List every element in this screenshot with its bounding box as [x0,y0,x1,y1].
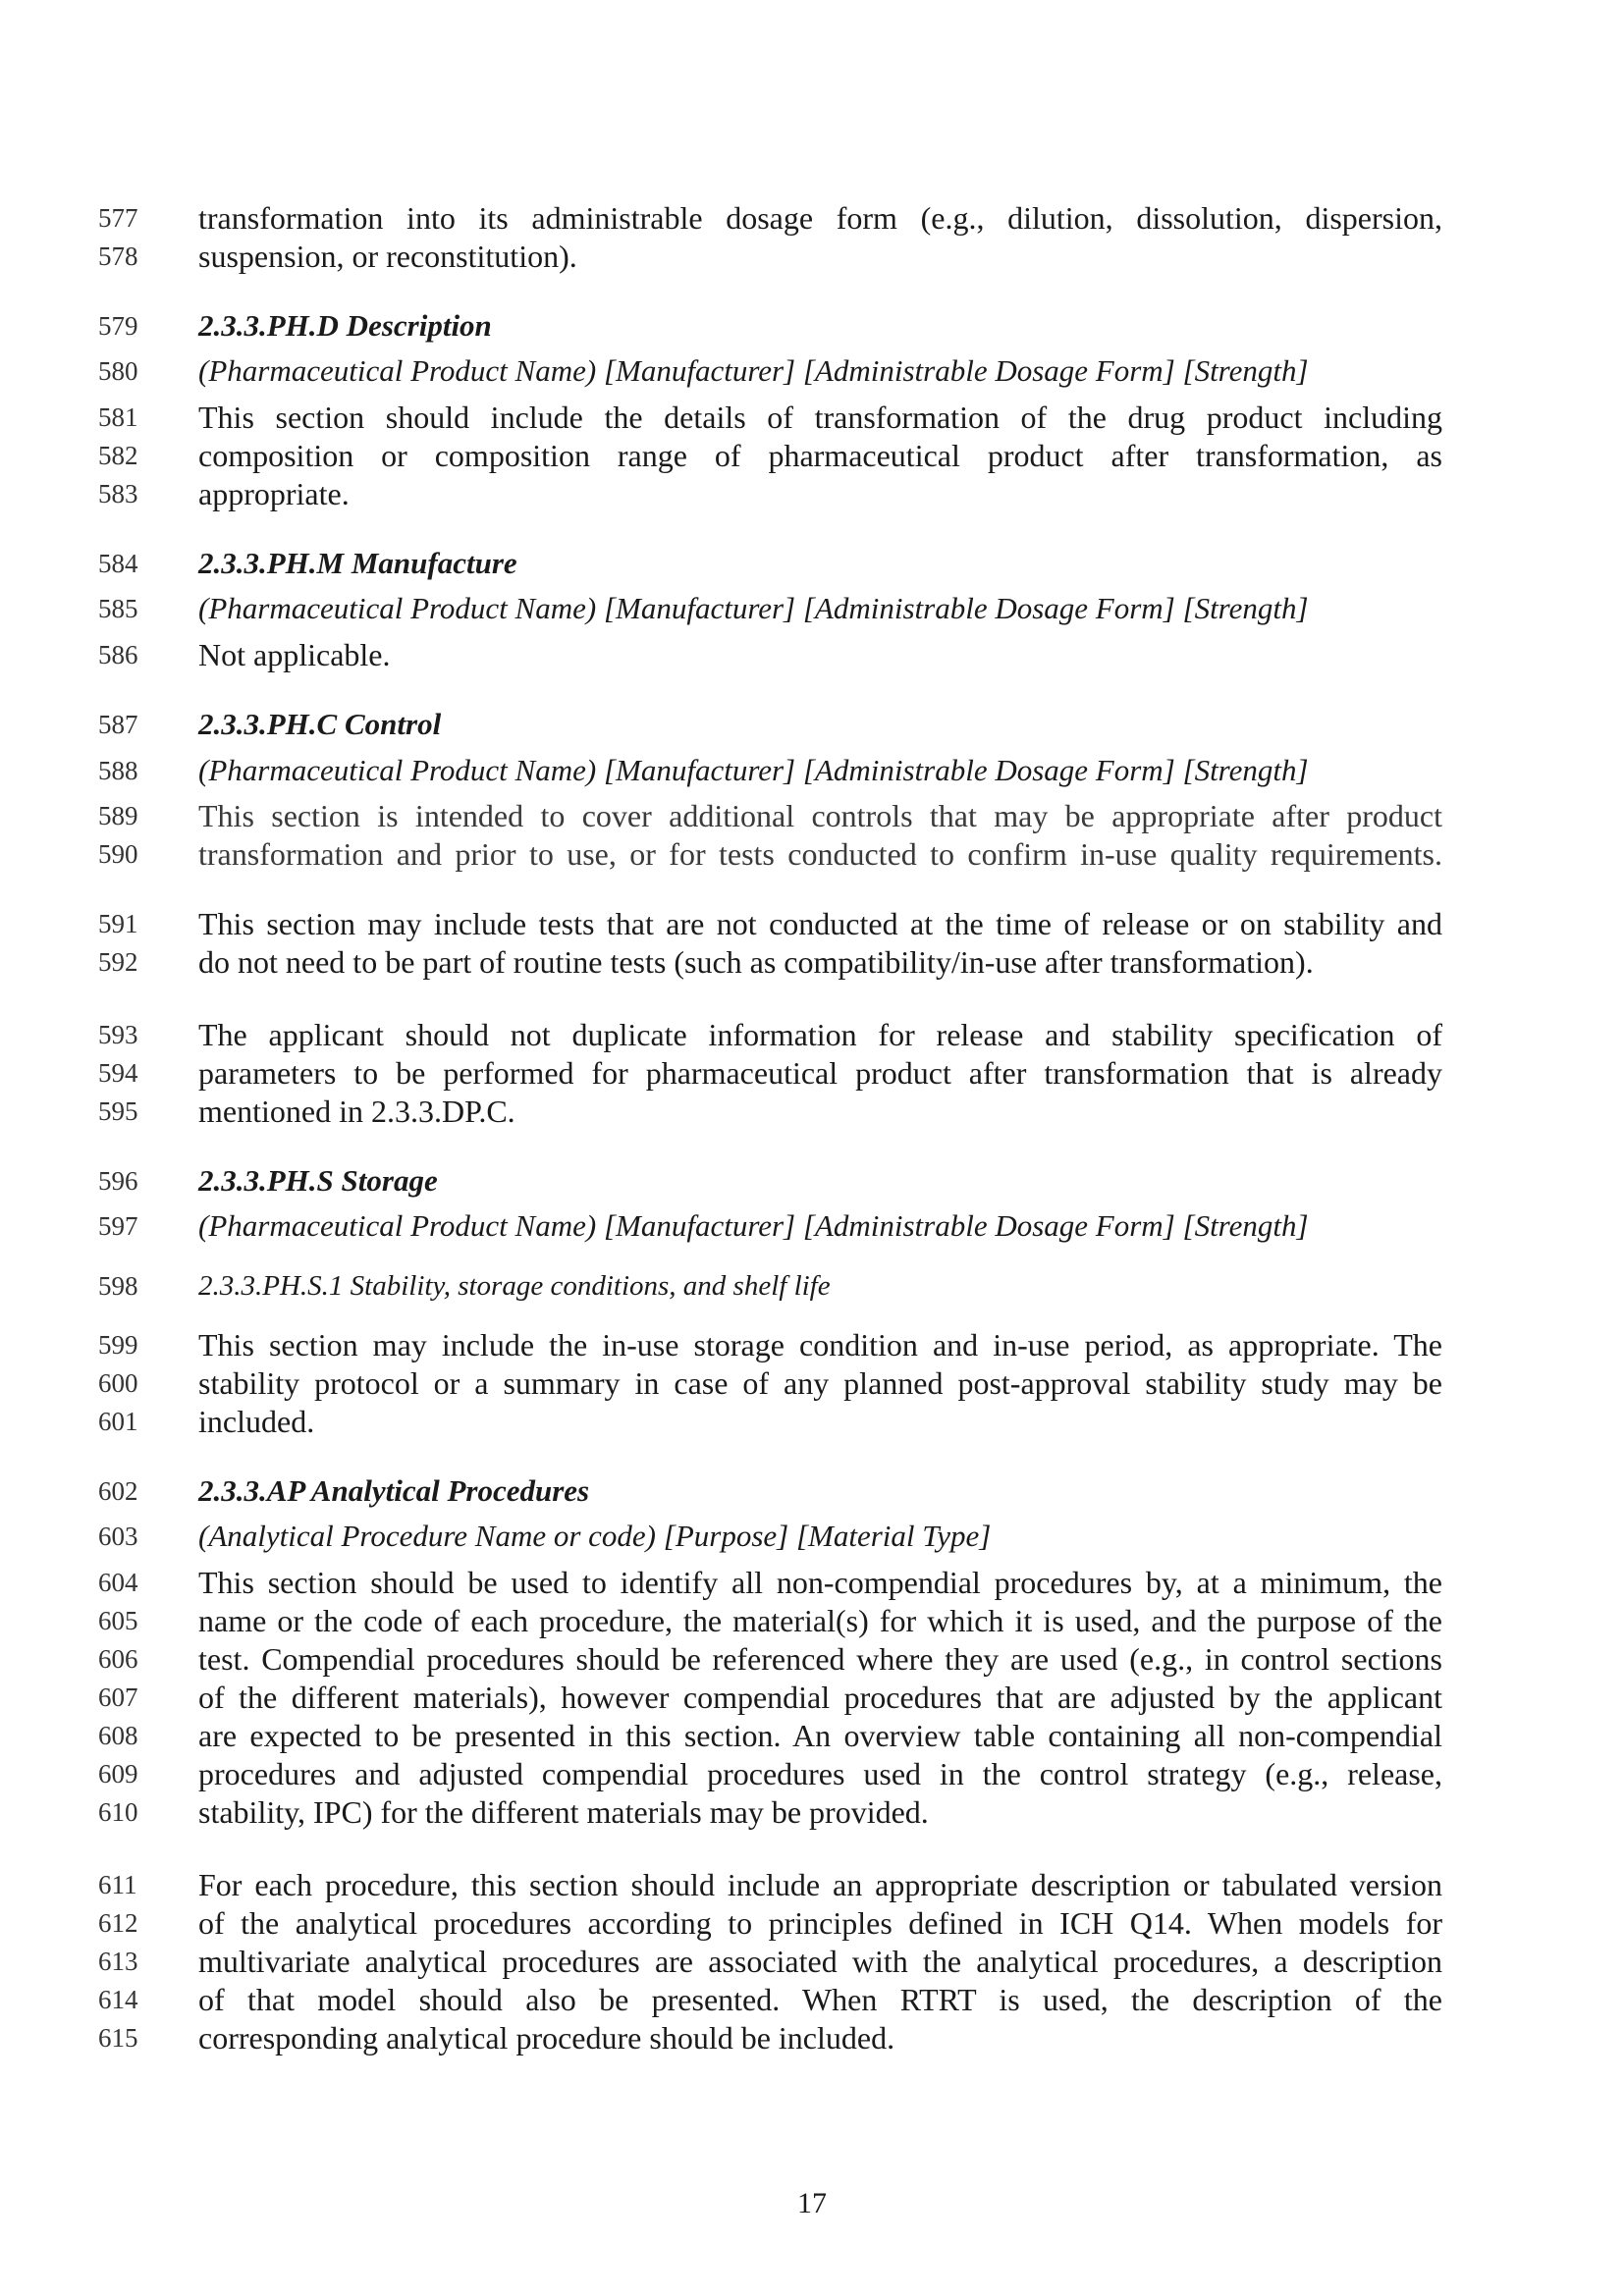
body-text: This section should include the details of transformation of the drug product including [198,400,1442,435]
section-heading: 2.3.3.PH.S Storage [198,1163,438,1198]
line-number: 593 [98,1020,138,1049]
line-number: 580 [98,356,138,386]
body-text: are expected to be presented in this section. An overview table containing all non-compendial [198,1718,1442,1753]
body-text: This section is intended to cover additional controls that may be appropriate after product [198,798,1442,833]
body-text: transformation and prior to use, or for tests conducted to confirm in-use quality requirements. [198,836,1442,872]
document-line [0,474,1624,513]
line-number: 604 [98,1568,138,1597]
body-text: do not need to be part of routine tests (such as compatibility/in-use after transformation). [198,944,1314,980]
document-line [0,237,1624,276]
body-text: procedures and adjusted compendial procedures used in the control strategy (e.g., release, [198,1756,1442,1791]
document-line [0,351,1624,391]
body-text: included. [198,1404,315,1439]
line-number: 595 [98,1096,138,1126]
section-subtitle: (Pharmaceutical Product Name) [Manufacturer] [Administrable Dosage Form] [Strength] [198,353,1309,388]
document-line [0,942,1624,982]
body-text: of that model should also be presented. When RTRT is used, the description of the [198,1982,1442,2017]
line-number: 602 [98,1476,138,1506]
document-line [0,1792,1624,1832]
section-subtitle: (Pharmaceutical Product Name) [Manufacturer] [Administrable Dosage Form] [Strength] [198,1208,1309,1243]
document-line [0,198,1624,238]
line-number: 599 [98,1330,138,1360]
body-text: parameters to be performed for pharmaceutical product after transformation that is already [198,1055,1442,1091]
page-number: 17 [797,2187,827,2219]
body-text: transformation into its administrable dosage form (e.g., dilution, dissolution, dispersion, [198,200,1442,236]
body-text: name or the code of each procedure, the material(s) for which it is used, and the purpose of the [198,1603,1442,1638]
line-number: 579 [98,311,138,341]
body-text: appropriate. [198,476,350,511]
document-line [0,1325,1624,1364]
document-line [0,1639,1624,1679]
document-line [0,1161,1624,1201]
document-line [0,2018,1624,2057]
body-text: stability, IPC) for the different materials may be provided. [198,1794,929,1830]
body-text: Not applicable. [198,637,391,672]
line-number: 611 [98,1870,137,1899]
document-line [0,1402,1624,1441]
line-number: 581 [98,402,138,432]
body-text: The applicant should not duplicate information for release and stability specification of [198,1017,1442,1052]
line-number: 607 [98,1682,138,1712]
document-line [0,1266,1624,1306]
document-line [0,1015,1624,1054]
body-text: This section should be used to identify all non-compendial procedures by, at a minimum, the [198,1565,1442,1600]
line-number: 594 [98,1058,138,1088]
body-text: of the analytical procedures according to principles defined in ICH Q14. When models for [198,1905,1442,1941]
document-line [0,834,1624,874]
document-line [0,1865,1624,1904]
document-line [0,1716,1624,1755]
line-number: 606 [98,1644,138,1674]
document-line [0,1517,1624,1556]
line-number: 585 [98,594,138,623]
line-number: 592 [98,947,138,977]
section-subtitle: (Pharmaceutical Product Name) [Manufacturer] [Administrable Dosage Form] [Strength] [198,753,1309,787]
line-number: 614 [98,1985,138,2014]
document-line [0,398,1624,437]
line-number: 577 [98,203,138,233]
document-line [0,1206,1624,1246]
document-line [0,796,1624,835]
document-line [0,1754,1624,1793]
section-heading: 2.3.3.PH.D Description [198,308,492,343]
line-number: 603 [98,1522,138,1551]
document-line [0,436,1624,475]
body-text: multivariate analytical procedures are associated with the analytical procedures, a description [198,1944,1442,1979]
line-number: 615 [98,2023,138,2053]
line-number: 612 [98,1908,138,1938]
body-text: This section may include the in-use storage condition and in-use period, as appropriate. The [198,1327,1442,1362]
body-text: test. Compendial procedures should be referenced where they are used (e.g., in control sections [198,1641,1442,1677]
document-line [0,1092,1624,1131]
document-line [0,1601,1624,1640]
document-line [0,705,1624,744]
line-number: 588 [98,756,138,785]
document-line [0,751,1624,790]
line-number: 601 [98,1407,138,1436]
body-text: corresponding analytical procedure should be included. [198,2020,895,2056]
body-text: For each procedure, this section should include an appropriate description or tabulated version [198,1867,1442,1902]
document-line [0,1471,1624,1511]
document-line [0,1942,1624,1981]
section-subtitle: (Pharmaceutical Product Name) [Manufacturer] [Administrable Dosage Form] [Strength] [198,591,1309,625]
line-number: 583 [98,479,138,508]
line-number: 597 [98,1211,138,1241]
line-number: 591 [98,909,138,938]
body-text: stability protocol or a summary in case of any planned post-approval stability study may be [198,1365,1442,1401]
line-number: 609 [98,1759,138,1789]
document-line [0,544,1624,583]
line-number: 586 [98,640,138,669]
body-text: mentioned in 2.3.3.DP.C. [198,1094,515,1129]
body-text: of the different materials), however compendial procedures that are adjusted by the applicant [198,1680,1442,1715]
section-heading: 2.3.3.AP Analytical Procedures [198,1473,590,1508]
line-number: 610 [98,1797,138,1827]
document-line [0,1678,1624,1717]
line-number: 578 [98,241,138,271]
line-number: 608 [98,1721,138,1750]
document-line [0,589,1624,628]
document-line [0,904,1624,943]
document-line [0,1980,1624,2019]
line-number: 613 [98,1947,138,1976]
document-line [0,306,1624,346]
line-number: 596 [98,1166,138,1196]
section-subtitle: (Analytical Procedure Name or code) [Purpose] [Material Type] [198,1519,992,1553]
line-number: 582 [98,441,138,470]
subsection-heading: 2.3.3.PH.S.1 Stability, storage conditions, and shelf life [198,1270,831,1302]
line-number: 605 [98,1606,138,1635]
line-number: 598 [98,1271,138,1301]
document-line [0,635,1624,674]
document-line [0,1053,1624,1093]
line-number: 584 [98,549,138,578]
document-line [0,1903,1624,1943]
section-heading: 2.3.3.PH.C Control [198,707,442,741]
body-text: This section may include tests that are not conducted at the time of release or on stability and [198,906,1442,941]
document-line [0,1563,1624,1602]
document-line [0,1363,1624,1403]
line-number: 589 [98,801,138,830]
body-text: composition or composition range of pharmaceutical product after transformation, as [198,438,1442,473]
section-heading: 2.3.3.PH.M Manufacture [198,546,517,580]
line-number: 587 [98,710,138,739]
line-number: 590 [98,839,138,869]
line-number: 600 [98,1368,138,1398]
body-text: suspension, or reconstitution). [198,239,577,274]
